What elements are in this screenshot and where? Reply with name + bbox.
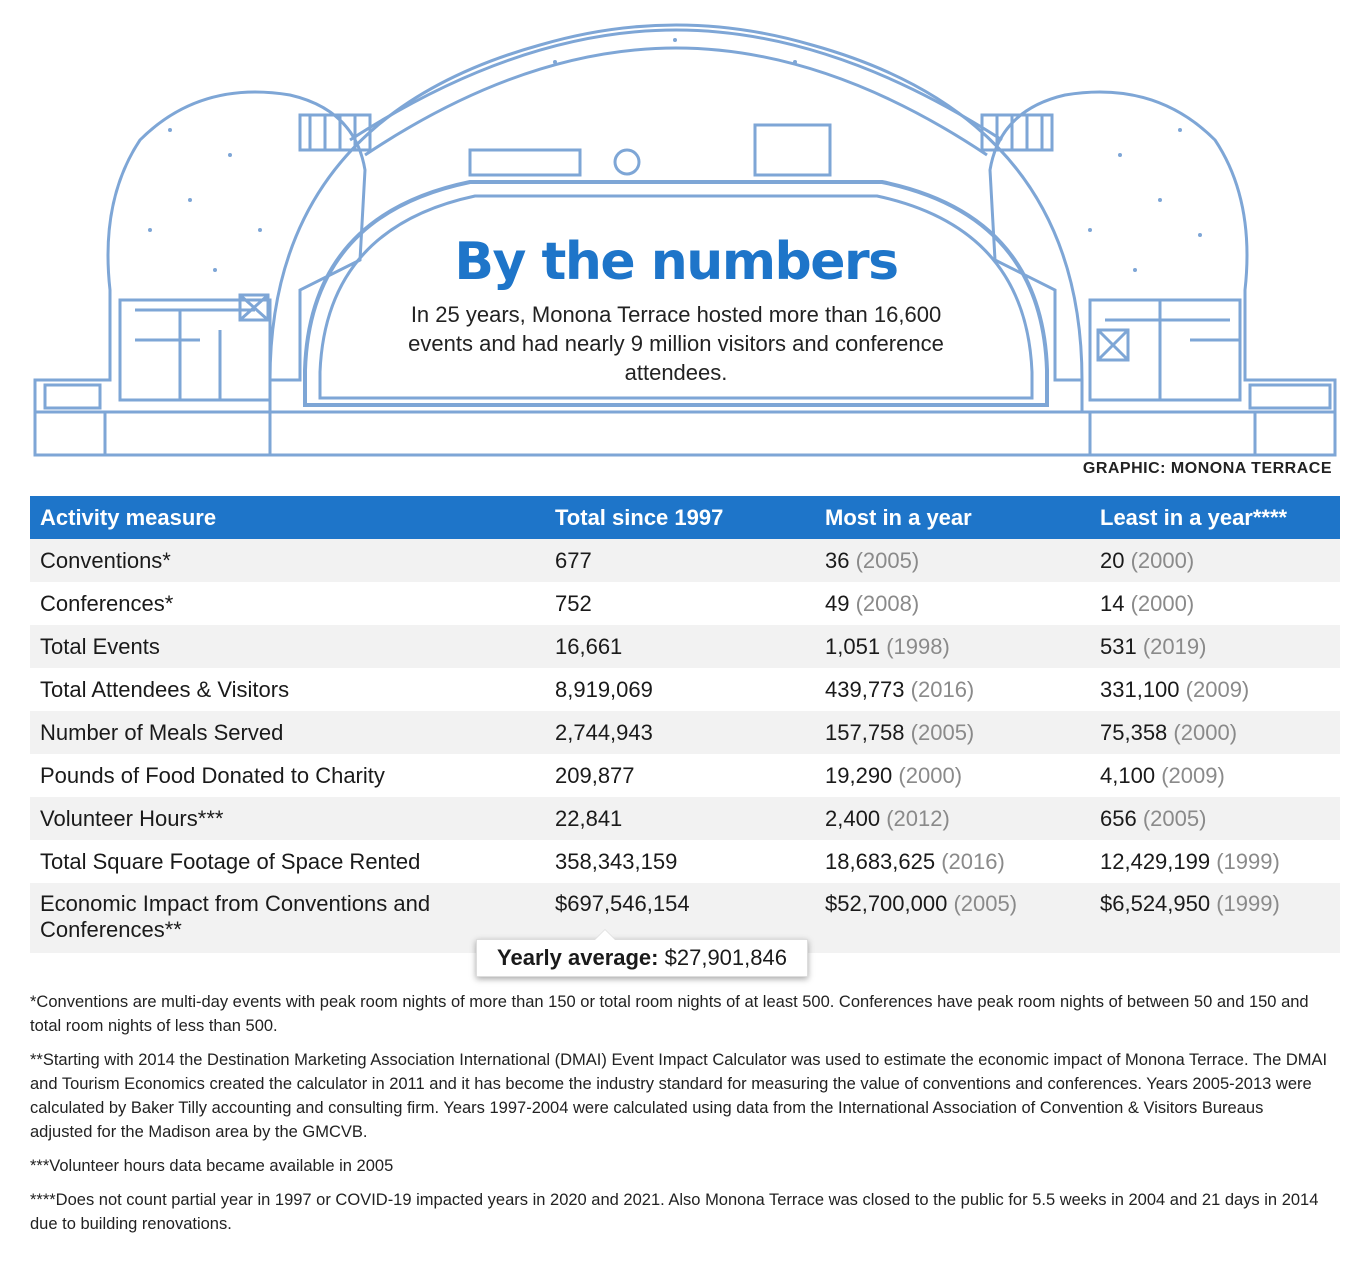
most-value: 49: [825, 590, 850, 616]
least-year: (2005): [1142, 805, 1207, 831]
cell-total: [545, 797, 815, 840]
total-value: $697,546,154: [555, 891, 690, 916]
cell-least: [1090, 754, 1340, 797]
measure-label: Pounds of Food Donated to Charity: [40, 762, 385, 788]
total-value: 8,919,069: [555, 676, 653, 702]
cell-most: [815, 582, 1090, 625]
cell-least: [1090, 711, 1340, 754]
cell-least: [1090, 625, 1340, 668]
total-value: 358,343,159: [555, 848, 678, 874]
column-header: Most in a year: [815, 496, 1090, 539]
total-value: 22,841: [555, 805, 623, 831]
column-header: Total since 1997: [545, 496, 815, 539]
cell-least: [1090, 883, 1340, 953]
table-row: [30, 625, 1340, 668]
total-value: 677: [555, 547, 592, 573]
least-value: 14: [1100, 590, 1125, 616]
cell-measure: [30, 797, 545, 840]
cell-measure: [30, 539, 545, 582]
most-year: (2008): [855, 590, 920, 616]
total-value: 16,661: [555, 633, 623, 659]
floor-plan-illustration: [0, 0, 1352, 460]
table-row: [30, 582, 1340, 625]
cell-least: [1090, 797, 1340, 840]
most-year: (2005): [855, 547, 920, 573]
table-row: [30, 797, 1340, 840]
cell-measure: [30, 754, 545, 797]
cell-measure: [30, 840, 545, 883]
least-value: 331,100: [1100, 676, 1180, 702]
cell-measure: [30, 883, 545, 953]
table-row: [30, 754, 1340, 797]
cell-total: [545, 668, 815, 711]
measure-label: Total Square Footage of Space Rented: [40, 848, 421, 874]
cell-total: [545, 840, 815, 883]
most-year: (2016): [941, 848, 1005, 874]
cell-most: [815, 668, 1090, 711]
cell-least: [1090, 668, 1340, 711]
most-year: (2005): [910, 719, 975, 745]
most-value: 2,400: [825, 805, 881, 831]
cell-total: [545, 539, 815, 582]
most-value: $52,700,000: [825, 891, 948, 916]
table-row: [30, 668, 1340, 711]
least-year: (2009): [1185, 676, 1250, 702]
most-value: 18,683,625: [825, 848, 936, 874]
callout-value: $27,901,846: [664, 945, 787, 970]
cell-least: [1090, 539, 1340, 582]
cell-least: [1090, 840, 1340, 883]
cell-most: [815, 840, 1090, 883]
cell-total: [545, 754, 815, 797]
least-year: (2000): [1173, 719, 1238, 745]
least-value: $6,524,950: [1100, 891, 1211, 916]
most-year: (2000): [898, 762, 963, 788]
cell-most: [815, 625, 1090, 668]
cell-most: [815, 883, 1090, 953]
least-year: (2009): [1161, 762, 1225, 788]
least-year: (1999): [1216, 848, 1280, 874]
footnotes: [30, 990, 1330, 1246]
cell-least: [1090, 582, 1340, 625]
most-value: 36: [825, 547, 850, 573]
least-value: 4,100: [1100, 762, 1156, 788]
table-row: [30, 711, 1340, 754]
least-value: 656: [1100, 805, 1137, 831]
table-header-row: [30, 496, 1340, 539]
stats-table: [30, 496, 1340, 953]
footnote: **Starting with 2014 the Destination Marketing Association International (DMAI) Event Impact Calculator was used to estimate the economic impact of Monona Terrace. The DMAI and Tourism Economics created the calculator in 2011 and it has become the industry standard for measuring the value of conventions and conferences. Years 2005-2013 were calculated by Baker Tilly accounting and consulting firm. Years 1997-2004 were calculated using data from the International Association of Convention & Visitors Bureaus adjusted for the Madison area by the GMCVB.: [30, 1051, 1328, 1141]
cell-total: [545, 625, 815, 668]
most-value: 439,773: [825, 676, 905, 702]
most-year: (2012): [886, 805, 950, 831]
least-year: (2000): [1130, 547, 1195, 573]
cell-measure: [30, 582, 545, 625]
least-value: 12,429,199: [1100, 848, 1211, 874]
cell-total: [545, 711, 815, 754]
total-value: 752: [555, 590, 592, 616]
least-year: (2019): [1142, 633, 1207, 659]
footnote: *Conventions are multi-day events with peak room nights of more than 150 or total room nights of at least 500. Conferences have peak room nights of between 50 and 150 and total room nights of less than 500.: [30, 993, 1309, 1035]
most-year: (2005): [953, 891, 1018, 916]
most-value: 19,290: [825, 762, 893, 788]
most-year: (1998): [886, 633, 950, 659]
yearly-average-callout: [476, 939, 808, 977]
column-header: Activity measure: [30, 496, 545, 539]
least-value: 20: [1100, 547, 1125, 573]
page-title: By the numbers: [454, 232, 898, 292]
least-value: 531: [1100, 633, 1137, 659]
least-value: 75,358: [1100, 719, 1168, 745]
cell-most: [815, 711, 1090, 754]
cell-total: [545, 582, 815, 625]
footnote: ***Volunteer hours data became available in 2005: [30, 1157, 394, 1175]
cell-most: [815, 797, 1090, 840]
most-year: (2016): [910, 676, 975, 702]
measure-label: Total Attendees & Visitors: [40, 676, 290, 702]
measure-label: Total Events: [40, 633, 160, 659]
subtitle: In 25 years, Monona Terrace hosted more than 16,600 events and had nearly 9 million visitors and conference attendees.: [408, 302, 944, 385]
cell-most: [815, 754, 1090, 797]
graphic-credit: GRAPHIC: MONONA TERRACE: [1082, 460, 1332, 477]
most-value: 157,758: [825, 719, 905, 745]
column-header: Least in a year****: [1090, 496, 1340, 539]
callout-label: Yearly average:: [497, 945, 659, 970]
least-year: (2000): [1130, 590, 1195, 616]
total-value: 209,877: [555, 762, 635, 788]
total-value: 2,744,943: [555, 719, 653, 745]
least-year: (1999): [1216, 891, 1280, 916]
most-value: 1,051: [825, 633, 881, 659]
measure-label: Conferences*: [40, 590, 174, 616]
measure-label: Conventions*: [40, 547, 171, 573]
table-row: [30, 840, 1340, 883]
measure-label: Economic Impact from Conventions and Conferences**: [40, 891, 431, 942]
header: [376, 232, 976, 387]
measure-label: Number of Meals Served: [40, 719, 284, 745]
cell-measure: [30, 668, 545, 711]
table-row: [30, 539, 1340, 582]
measure-label: Volunteer Hours***: [40, 805, 224, 831]
cell-measure: [30, 711, 545, 754]
cell-most: [815, 539, 1090, 582]
footnote: ****Does not count partial year in 1997 or COVID-19 impacted years in 2020 and 2021. Also Monona Terrace was closed to the public for 5.5 weeks in 2004 and 21 days in 2014 due to building renovations.: [30, 1191, 1319, 1233]
cell-measure: [30, 625, 545, 668]
